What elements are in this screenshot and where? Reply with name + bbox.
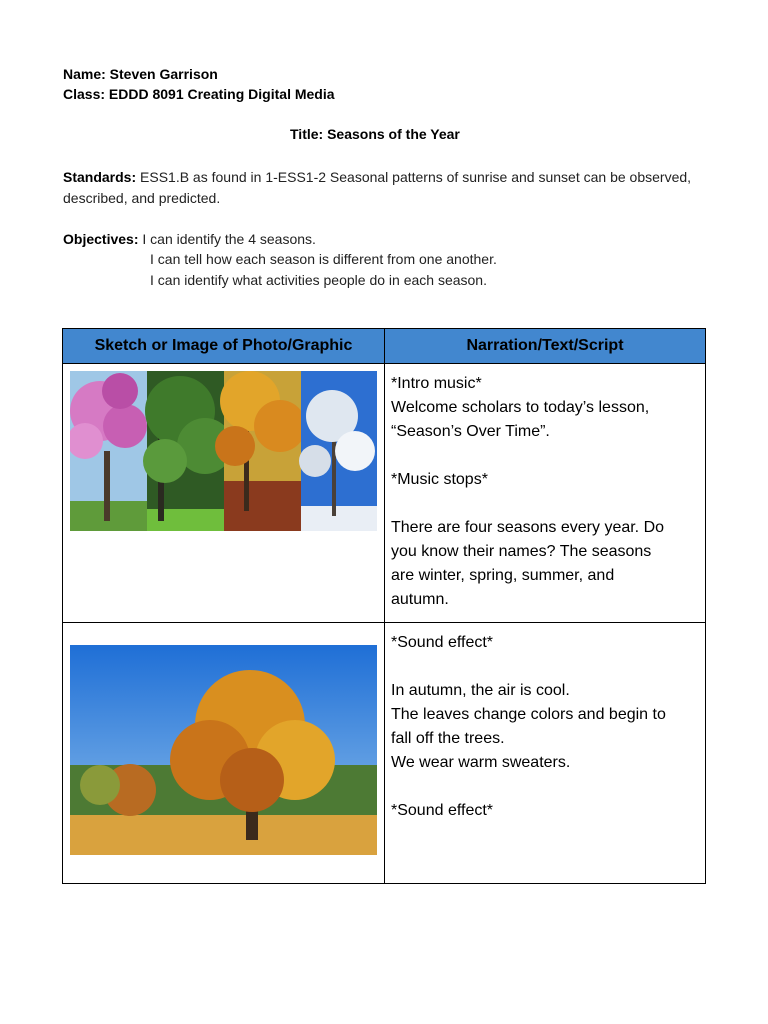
autumn-tree-image (70, 645, 377, 855)
student-name: Name: Steven Garrison (63, 66, 218, 82)
col-header-image: Sketch or Image of Photo/Graphic (63, 329, 385, 364)
objectives-first-line: Objectives: I can identify the 4 seasons. (63, 231, 316, 247)
objective-2: I can tell how each season is different from one another. (150, 251, 497, 267)
table-header-row (63, 329, 706, 364)
image-cell (63, 364, 385, 623)
col-header-narration: Narration/Text/Script (385, 329, 706, 364)
narration-cell: *Intro music* Welcome scholars to today’s lesson, “Season’s Over Time”. *Music stops* There are four seasons every year. Do you know their names? The seasons are winter, spring, summer, and autumn. (385, 364, 706, 623)
objective-3: I can identify what activities people do in each season. (150, 272, 487, 288)
image-cell (63, 623, 385, 884)
narration-cell: *Sound effect* In autumn, the air is cool. The leaves change colors and begin to fall off the trees. We wear warm sweaters. *Sound effect* (385, 623, 706, 884)
four-seasons-collage-image (70, 371, 377, 531)
objectives-label: Objectives: (63, 231, 139, 247)
standards-paragraph (63, 167, 703, 209)
table-row (63, 364, 706, 623)
standards-text: ESS1.B as found in 1-ESS1-2 Seasonal patterns of sunrise and sunset can be observed, described, and predicted. (63, 169, 692, 206)
table-row (63, 623, 706, 884)
class-name: Class: EDDD 8091 Creating Digital Media (63, 86, 335, 102)
standards-label: Standards: (63, 169, 137, 185)
lesson-title: Title: Seasons of the Year (290, 126, 460, 142)
storyboard-table (62, 328, 706, 884)
